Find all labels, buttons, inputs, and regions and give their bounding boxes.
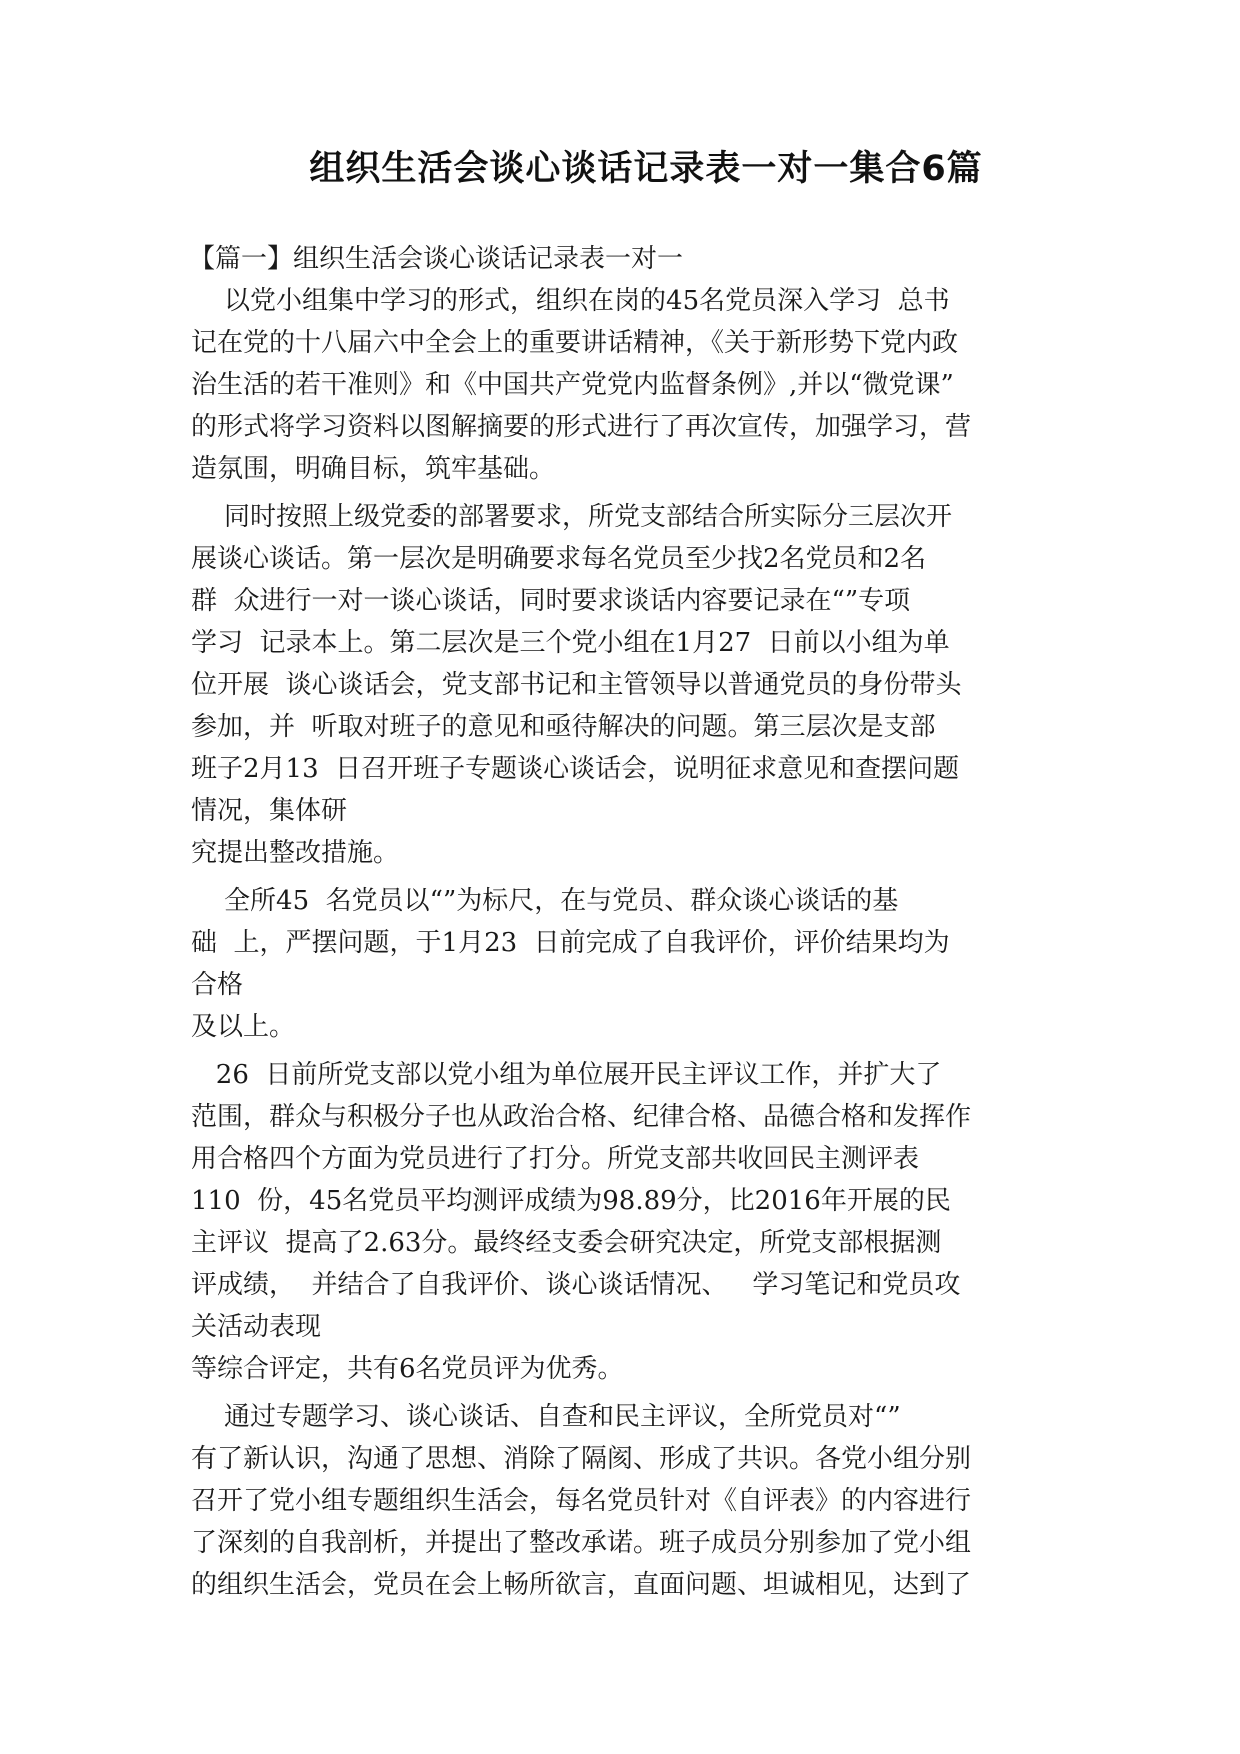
text-line: 班子2月13 日召开班子专题谈心谈话会，说明征求意见和查摆问题 xyxy=(191,754,960,784)
text-line: 合格 xyxy=(191,970,244,1000)
text-line: 位开展 谈心谈话会，党支部书记和主管领导以普通党员的身份带头 xyxy=(191,670,962,700)
paragraph-3 xyxy=(191,880,1051,1048)
text-line: 通过专题学习、谈心谈话、自查和民主评议，全所党员对“” xyxy=(191,1402,901,1432)
text-line: 展谈心谈话。第一层次是明确要求每名党员至少找2名党员和2名 xyxy=(191,544,927,574)
text-line: 26 日前所党支部以党小组为单位展开民主评议工作，并扩大了 xyxy=(191,1060,942,1090)
text-line: 用合格四个方面为党员进行了打分。所党支部共收回民主测评表 xyxy=(191,1144,920,1174)
text-line: 学习 记录本上。第二层次是三个党小组在1月27 日前以小组为单 xyxy=(191,628,950,658)
text-line: 究提出整改措施。 xyxy=(191,838,400,868)
text-line: 治生活的若干准则》和《中国共产党党内监督条例》,并以“微党课” xyxy=(191,370,954,400)
text-line: 的组织生活会，党员在会上畅所欲言，直面问题、坦诚相见，达到了 xyxy=(191,1570,972,1600)
paragraph-2 xyxy=(191,496,1051,874)
text-line: 造氛围，明确目标，筑牢基础。 xyxy=(191,454,556,484)
text-line: 的形式将学习资料以图解摘要的形式进行了再次宣传，加强学习，营 xyxy=(191,412,972,442)
section-heading: 【篇一】组织生活会谈心谈话记录表一对一 xyxy=(189,244,684,274)
text-line: 记在党的十八届六中全会上的重要讲话精神，《关于新形势下党内政 xyxy=(191,328,959,358)
text-line: 主评议 提高了2.63分。最终经支委会研究决定，所党支部根据测 xyxy=(191,1228,942,1258)
text-line: 础 上，严摆问题，于1月23 日前完成了自我评价，评价结果均为 xyxy=(191,928,950,958)
paragraph-1 xyxy=(191,280,1051,490)
text-line: 110 份，45名党员平均测评成绩为98.89分，比2016年开展的民 xyxy=(191,1186,951,1216)
text-line: 以党小组集中学习的形式，组织在岗的45名党员深入学习 总书 xyxy=(191,286,950,316)
text-line: 召开了党小组专题组织生活会，每名党员针对《自评表》的内容进行 xyxy=(191,1486,972,1516)
document-title: 组织生活会谈心谈话记录表一对一集合6篇 xyxy=(309,149,983,189)
text-line: 评成绩， 并结合了自我评价、谈心谈话情况、 学习笔记和党员攻 xyxy=(191,1270,961,1300)
text-line: 参加，并 听取对班子的意见和亟待解决的问题。第三层次是支部 xyxy=(191,712,936,742)
text-line: 等综合评定，共有6名党员评为优秀。 xyxy=(191,1354,624,1384)
text-line: 范围，群众与积极分子也从政治合格、纪律合格、品德合格和发挥作 xyxy=(191,1102,972,1132)
document-body xyxy=(191,238,1051,1606)
text-line: 有了新认识，沟通了思想、消除了隔阂、形成了共识。各党小组分别 xyxy=(191,1444,972,1474)
text-line: 情况，集体研 xyxy=(191,796,348,826)
text-line: 了深刻的自我剖析，并提出了整改承诺。班子成员分别参加了党小组 xyxy=(191,1528,972,1558)
text-line: 及以上。 xyxy=(191,1012,296,1042)
text-line: 同时按照上级党委的部署要求，所党支部结合所实际分三层次开 xyxy=(191,502,953,532)
text-line: 全所45 名党员以“”为标尺，在与党员、群众谈心谈话的基 xyxy=(191,886,899,916)
paragraph-4 xyxy=(191,1054,1051,1390)
paragraph-5 xyxy=(191,1396,1051,1606)
text-line: 关活动表现 xyxy=(191,1312,322,1342)
text-line: 群 众进行一对一谈心谈话，同时要求谈话内容要记录在“”专项 xyxy=(191,586,911,616)
